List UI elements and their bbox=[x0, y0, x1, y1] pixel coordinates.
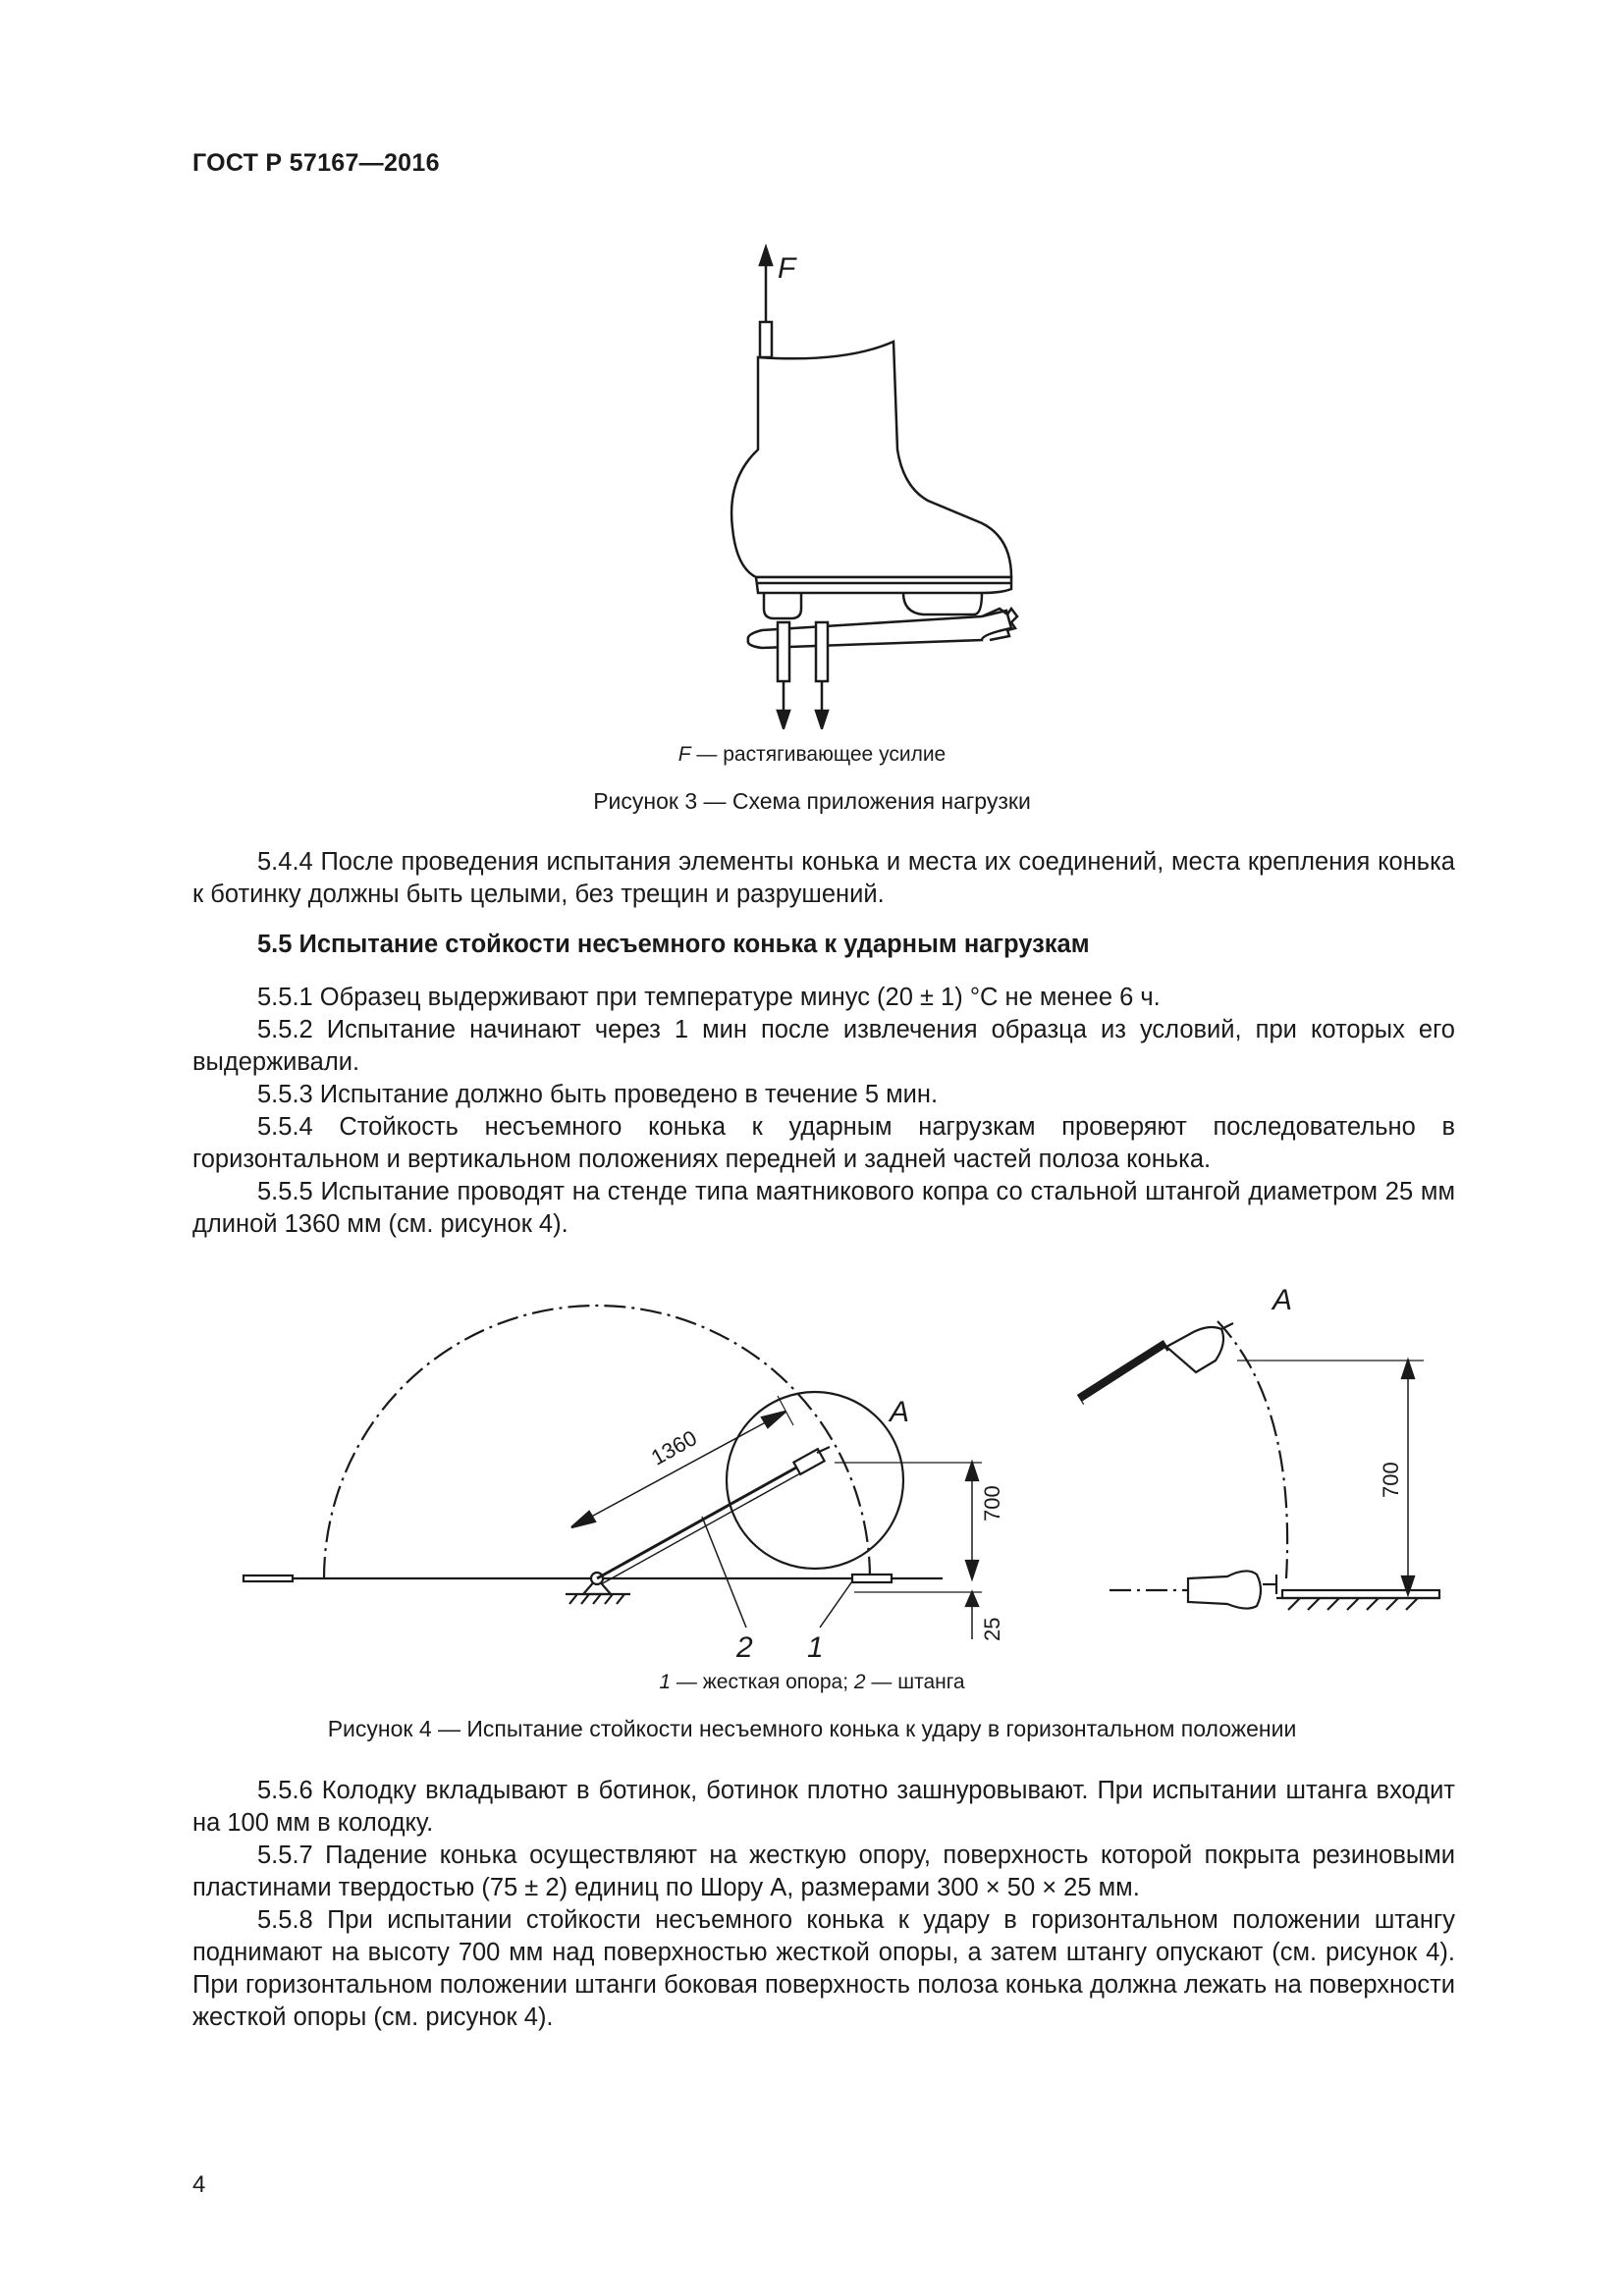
paragraph-5-5-8: 5.5.8 При испытании стойкости несъемного конька к удару в горизонтальном положении штангу поднимают на высоту 700 мм над поверхностью жесткой опоры, а затем штангу опускают (см. рисунок 4). При горизонтальном положении штанги боковая поверхность полоза конька должна лежать на поверхности жесткой опоры (см. рисунок 4). bbox=[192, 1906, 1455, 2031]
paragraph-5-5-1: 5.5.1 Образец выдерживают при температуре минус (20 ± 1) °С не менее 6 ч. bbox=[257, 984, 1161, 1011]
legend-1-num: 1 bbox=[659, 1671, 672, 1693]
legend-text-f: — растягивающее усилие bbox=[690, 743, 947, 766]
section-5-5-title: 5.5 Испытание стойкости несъемного конька к ударным нагрузкам bbox=[257, 931, 1090, 958]
legend-2-text: — штанга bbox=[865, 1671, 965, 1693]
label-a-right: А bbox=[1272, 1284, 1293, 1316]
dimension-700-left: 700 bbox=[980, 1485, 1004, 1522]
paragraph-5-5-4: 5.5.4 Стойкость несъемного конька к ударным нагрузкам проверяют последовательно в горизонтальном и вертикальном положениях передней и задней частей полоза конька. bbox=[192, 1113, 1455, 1173]
label-a-left: А bbox=[890, 1396, 910, 1428]
paragraph-5-5-6: 5.5.6 Колодку вкладывают в ботинок, ботинок плотно зашнуровывают. При испытании штанга входит на 100 мм в колодку. bbox=[192, 1777, 1455, 1837]
paragraph-5-5-5: 5.5.5 Испытание проводят на стенде типа маятникового копра со стальной штангой диаметром 25 мм длиной 1360 мм (см. рисунок 4). bbox=[192, 1178, 1455, 1238]
dimension-1360: 1360 bbox=[646, 1425, 701, 1470]
figure-4-pendulum-diagram bbox=[236, 1266, 1492, 1659]
legend-1-text: — жесткая опора; bbox=[671, 1671, 854, 1693]
figure-3-caption: Рисунок 3 — Схема приложения нагрузки bbox=[593, 788, 1031, 814]
figure-3-skate-diagram bbox=[687, 243, 1041, 729]
legend-2-num: 2 bbox=[853, 1671, 866, 1693]
paragraph-5-4-4: 5.4.4 После проведения испытания элементы конька и места их соединений, места крепления конька к ботинку должны быть целыми, без трещин и разрушений. bbox=[192, 848, 1455, 908]
page-number: 4 bbox=[192, 2171, 206, 2198]
dimension-25: 25 bbox=[980, 1617, 1004, 1641]
paragraph-5-5-2: 5.5.2 Испытание начинают через 1 мин после извлечения образца из условий, при которых его выдерживали. bbox=[192, 1016, 1455, 1076]
label-1: 1 bbox=[807, 1631, 824, 1659]
paragraph-5-5-3: 5.5.3 Испытание должно быть проведено в течение 5 мин. bbox=[257, 1081, 939, 1108]
document-header: ГОСТ Р 57167—2016 bbox=[192, 149, 440, 177]
figure-4-caption: Рисунок 4 — Испытание стойкости несъемного конька к удару в горизонтальном положении bbox=[327, 1716, 1297, 1741]
label-2: 2 bbox=[736, 1631, 753, 1659]
dimension-700-right: 700 bbox=[1379, 1462, 1403, 1498]
force-label-f: F bbox=[778, 252, 796, 285]
paragraph-5-5-7: 5.5.7 Падение конька осуществляют на жесткую опору, поверхность которой покрыта резиновыми пластинами твердостью (75 ± 2) единиц по Шору А, размерами 300 × 50 × 25 мм. bbox=[192, 1842, 1455, 1901]
figure-3-legend bbox=[0, 743, 1624, 767]
legend-symbol-f: F bbox=[677, 743, 691, 766]
figure-4-legend bbox=[0, 1671, 1624, 1694]
